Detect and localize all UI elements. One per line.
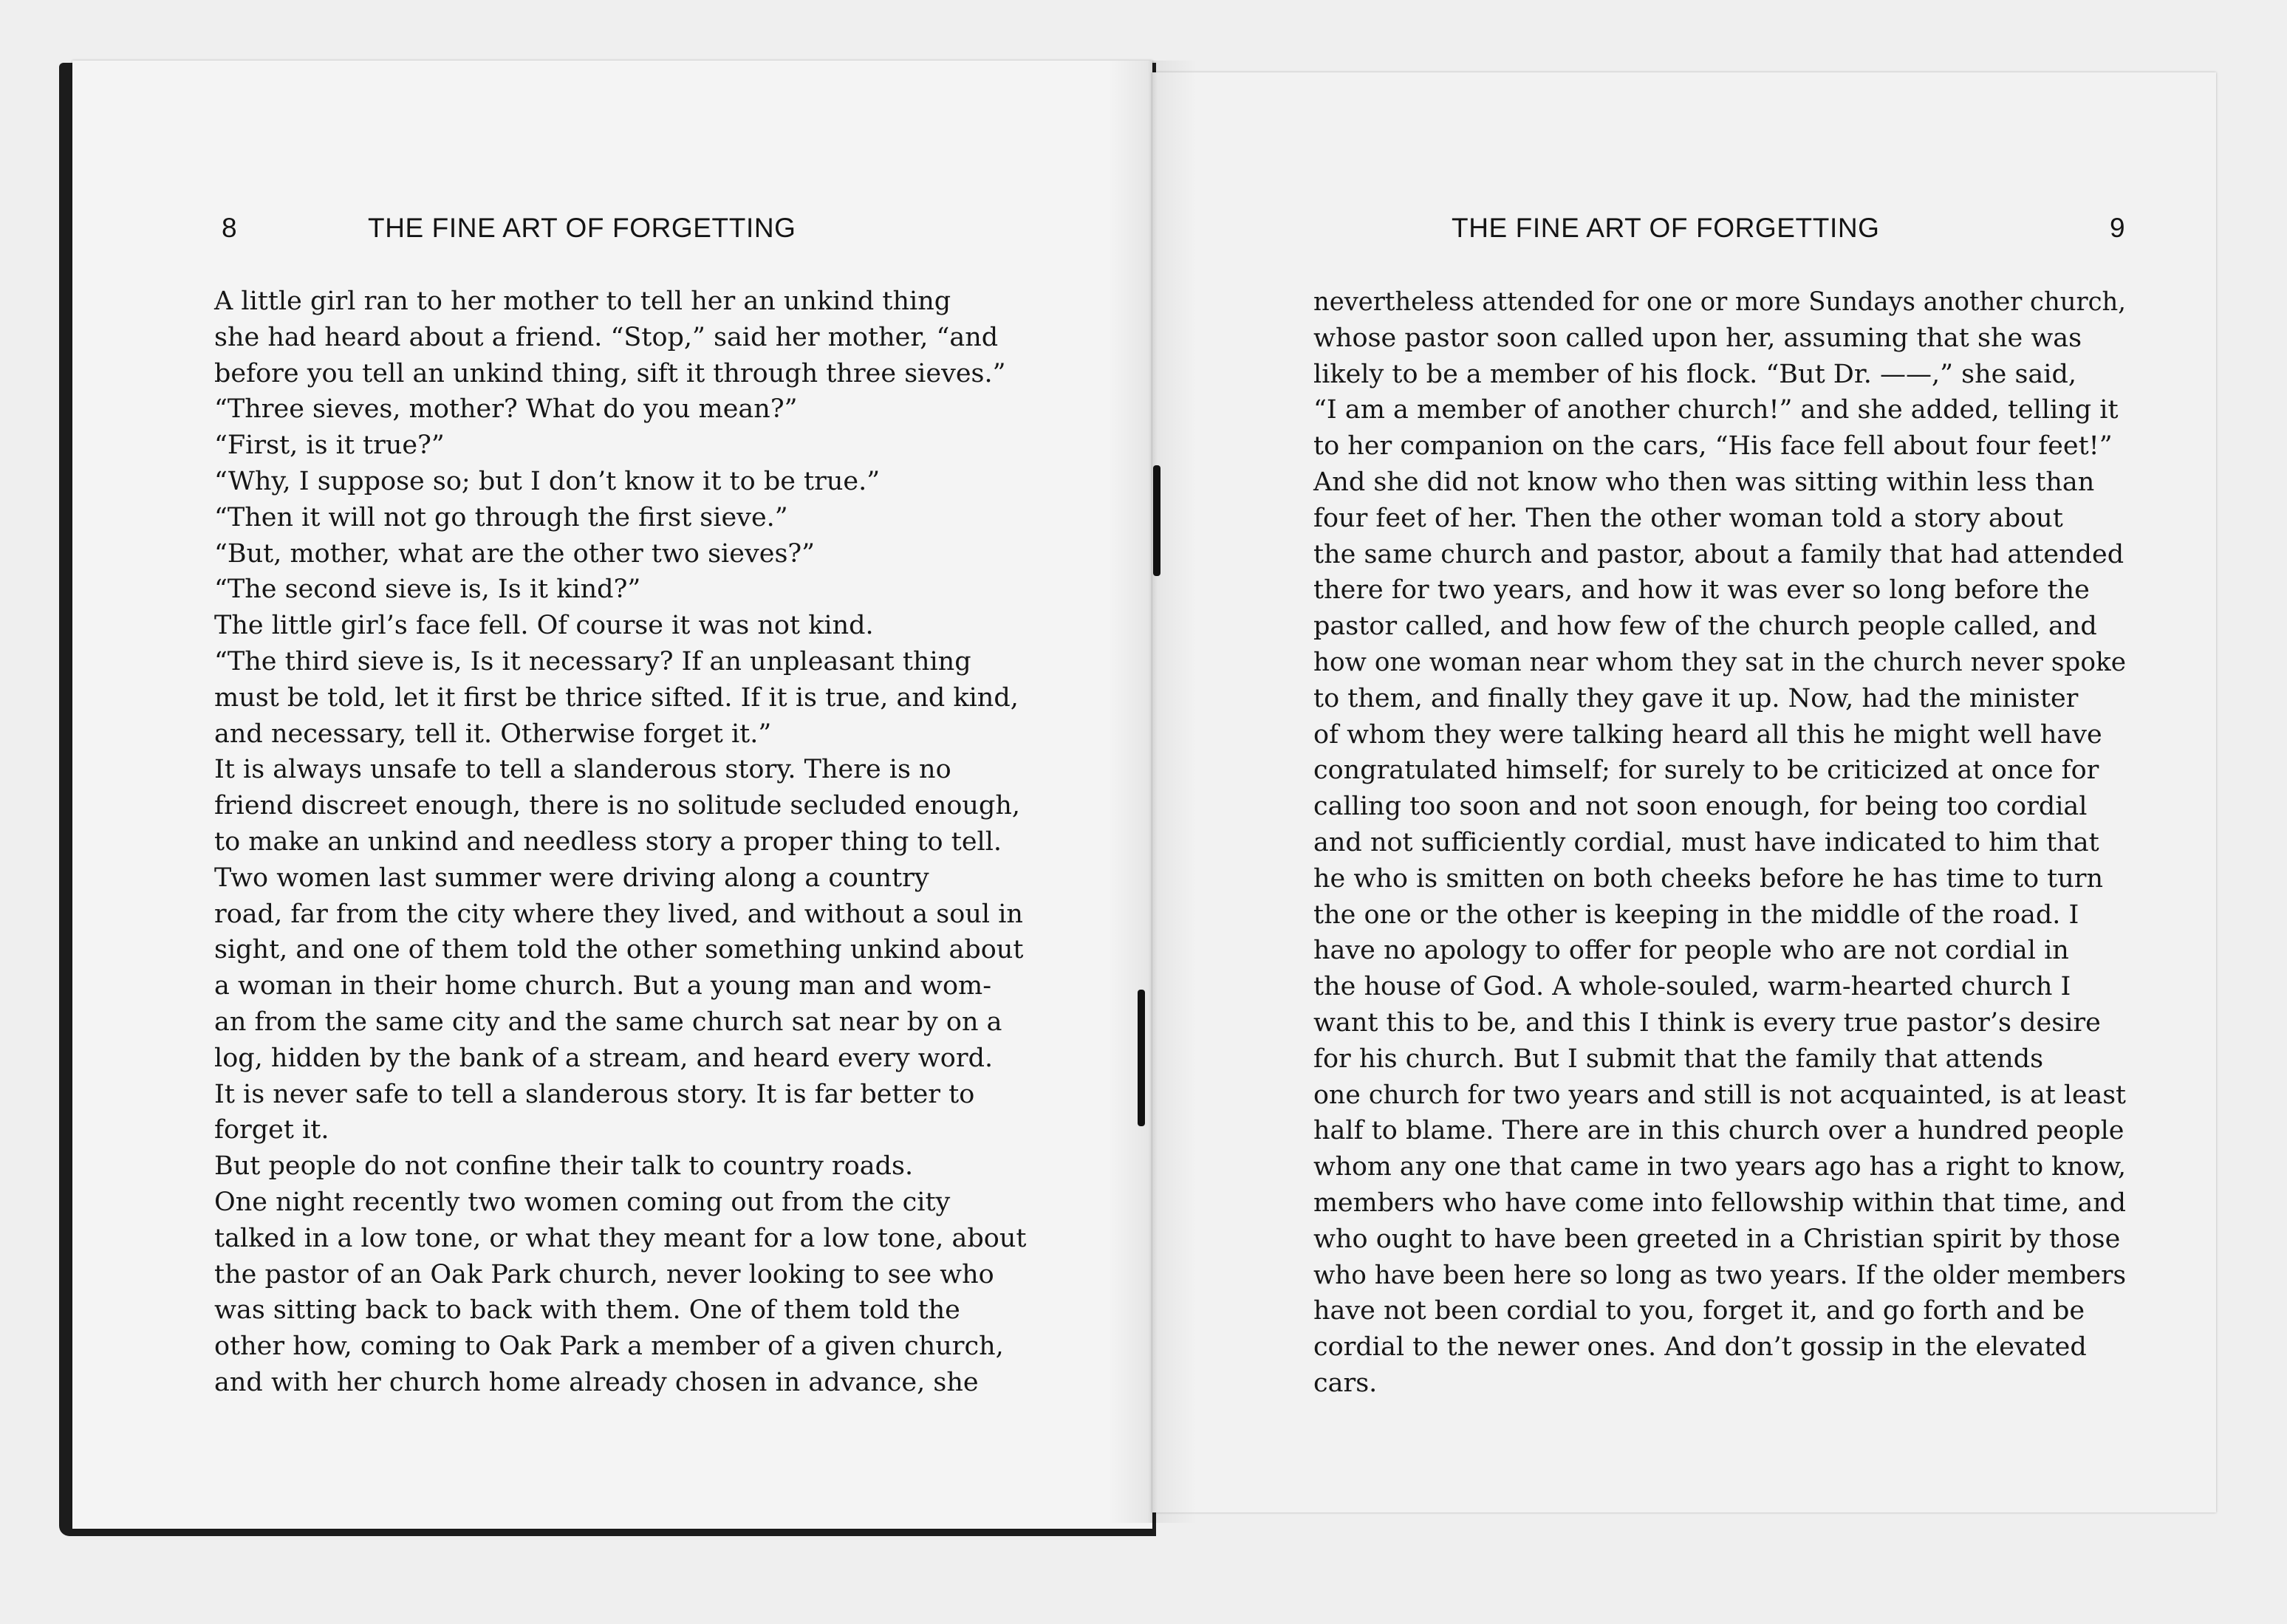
text-line: “Why, I suppose so; but I don’t know it to be true.” [214,466,881,496]
text-line: how one woman near whom they sat in the church never spoke [1313,647,2126,677]
text-line: and with her church home already chosen in advance, she [214,1367,979,1397]
text-line: friend discreet enough, there is no solitude secluded enough, [214,791,1021,821]
text-line: “But, mother, what are the other two sieves?” [214,538,816,569]
text-line: four feet of her. Then the other woman told a story about [1313,503,2063,533]
text-line: forget it. [214,1115,329,1145]
text-line: cars. [1313,1368,1378,1398]
text-line: the one or the other is keeping in the middle of the road. I [1313,900,2079,930]
text-line: and not sufficiently cordial, must have indicated to him that [1313,827,2099,857]
text-line: A little girl ran to her mother to tell her an unkind thing [214,287,951,316]
binding-stitch [1138,990,1145,1126]
text-line: an from the same city and the same church sat near by on a [214,1007,1002,1037]
text-line: of whom they were talking heard all this he might well have [1313,719,2102,750]
right-page-number: 9 [2110,213,2126,243]
text-line: sight, and one of them told the other something unkind about [214,935,1024,965]
left-running-head: THE FINE ART OF FORGETTING [368,213,796,243]
text-line: road, far from the city where they lived, and without a soul in [214,899,1023,929]
text-line: who have been here so long as two years. If the older members [1313,1260,2126,1290]
text-line: “The second sieve is, Is it kind?” [214,575,641,605]
left-page-body [214,284,1034,1401]
text-line: members who have come into fellowship within that time, and [1313,1188,2126,1218]
text-line: he who is smitten on both cheeks before he has time to turn [1313,863,2104,894]
text-line: to make an unkind and needless story a proper thing to tell. [214,826,1002,857]
text-line: and necessary, tell it. Otherwise forget it.” [214,719,772,749]
text-line: have not been cordial to you, forget it, and go forth and be [1313,1296,2085,1326]
text-line: whose pastor soon called upon her, assuming that she was [1313,323,2082,353]
text-line: “Then it will not go through the first sieve.” [214,502,788,532]
text-line: log, hidden by the bank of a stream, and heard every word. [214,1043,994,1073]
text-line: have no apology to offer for people who are not cordial in [1313,936,2069,966]
text-line: “First, is it true?” [214,431,445,461]
text-line: there for two years, and how it was ever so long before the [1313,575,2090,606]
text-line: to her companion on the cars, “His face fell about four feet!” [1313,431,2113,462]
text-line: “I am a member of another church!” and she added, telling it [1313,395,2119,425]
text-line: It is always unsafe to tell a slanderous story. There is no [214,755,951,785]
text-line: Two women last summer were driving along a country [214,863,929,893]
text-line: “Three sieves, mother? What do you mean?” [214,394,798,425]
text-line: “The third sieve is, Is it necessary? If an unpleasant thing [214,646,971,676]
text-line: the same church and pastor, about a family that had attended [1313,539,2124,569]
text-line: half to blame. There are in this church over a hundred people [1313,1116,2124,1146]
text-line: a woman in their home church. But a young man and wom- [214,971,992,1001]
binding-stitch [1153,465,1160,576]
right-running-head: THE FINE ART OF FORGETTING [1452,213,1880,243]
text-line: other how, coming to Oak Park a member of a given church, [214,1332,1004,1362]
text-line: the house of God. A whole-souled, warm-hearted church I [1313,972,2071,1002]
text-line: nevertheless attended for one or more Sundays another church, [1313,287,2126,317]
text-line: want this to be, and this I think is every true pastor’s desire [1313,1007,2101,1038]
left-page-number: 8 [222,213,238,243]
text-line: pastor called, and how few of the church people called, and [1313,611,2097,642]
text-line: And she did not know who then was sitting within less than [1313,467,2095,497]
text-line: But people do not confine their talk to country roads. [214,1151,914,1182]
text-line: to them, and finally they gave it up. Now, had the minister [1313,683,2079,713]
text-line: calling too soon and not soon enough, for being too cordial [1313,792,2088,822]
text-line: congratulated himself; for surely to be criticized at once for [1313,756,2099,786]
text-line: cordial to the newer ones. And don’t gossip in the elevated [1313,1332,2087,1363]
text-line: the pastor of an Oak Park church, never looking to see who [214,1259,994,1289]
text-line: was sitting back to back with them. One of them told the [214,1295,960,1326]
text-line: who ought to have been greeted in a Christian spirit by those [1313,1224,2121,1254]
text-line: before you tell an unkind thing, sift it through three sieves.” [214,358,1006,388]
text-line: talked in a low tone, or what they meant for a low tone, about [214,1223,1027,1253]
text-line: One night recently two women coming out from the city [214,1187,951,1217]
text-line: likely to be a member of his flock. “But Dr. ——,” she said, [1313,359,2076,389]
text-line: she had heard about a friend. “Stop,” said her mother, “and [214,322,999,352]
text-line: for his church. But I submit that the family that attends [1313,1044,2044,1074]
text-line: It is never safe to tell a slanderous story. It is far better to [214,1079,975,1109]
text-line: whom any one that came in two years ago has a right to know, [1313,1152,2126,1182]
text-line: must be told, let it first be thrice sifted. If it is true, and kind, [214,682,1019,713]
right-page-body [1313,284,2126,1402]
book-gutter [1108,61,1197,1523]
text-line: The little girl’s face fell. Of course it was not kind. [214,611,874,641]
text-line: one church for two years and still is not acquainted, is at least [1313,1080,2126,1110]
